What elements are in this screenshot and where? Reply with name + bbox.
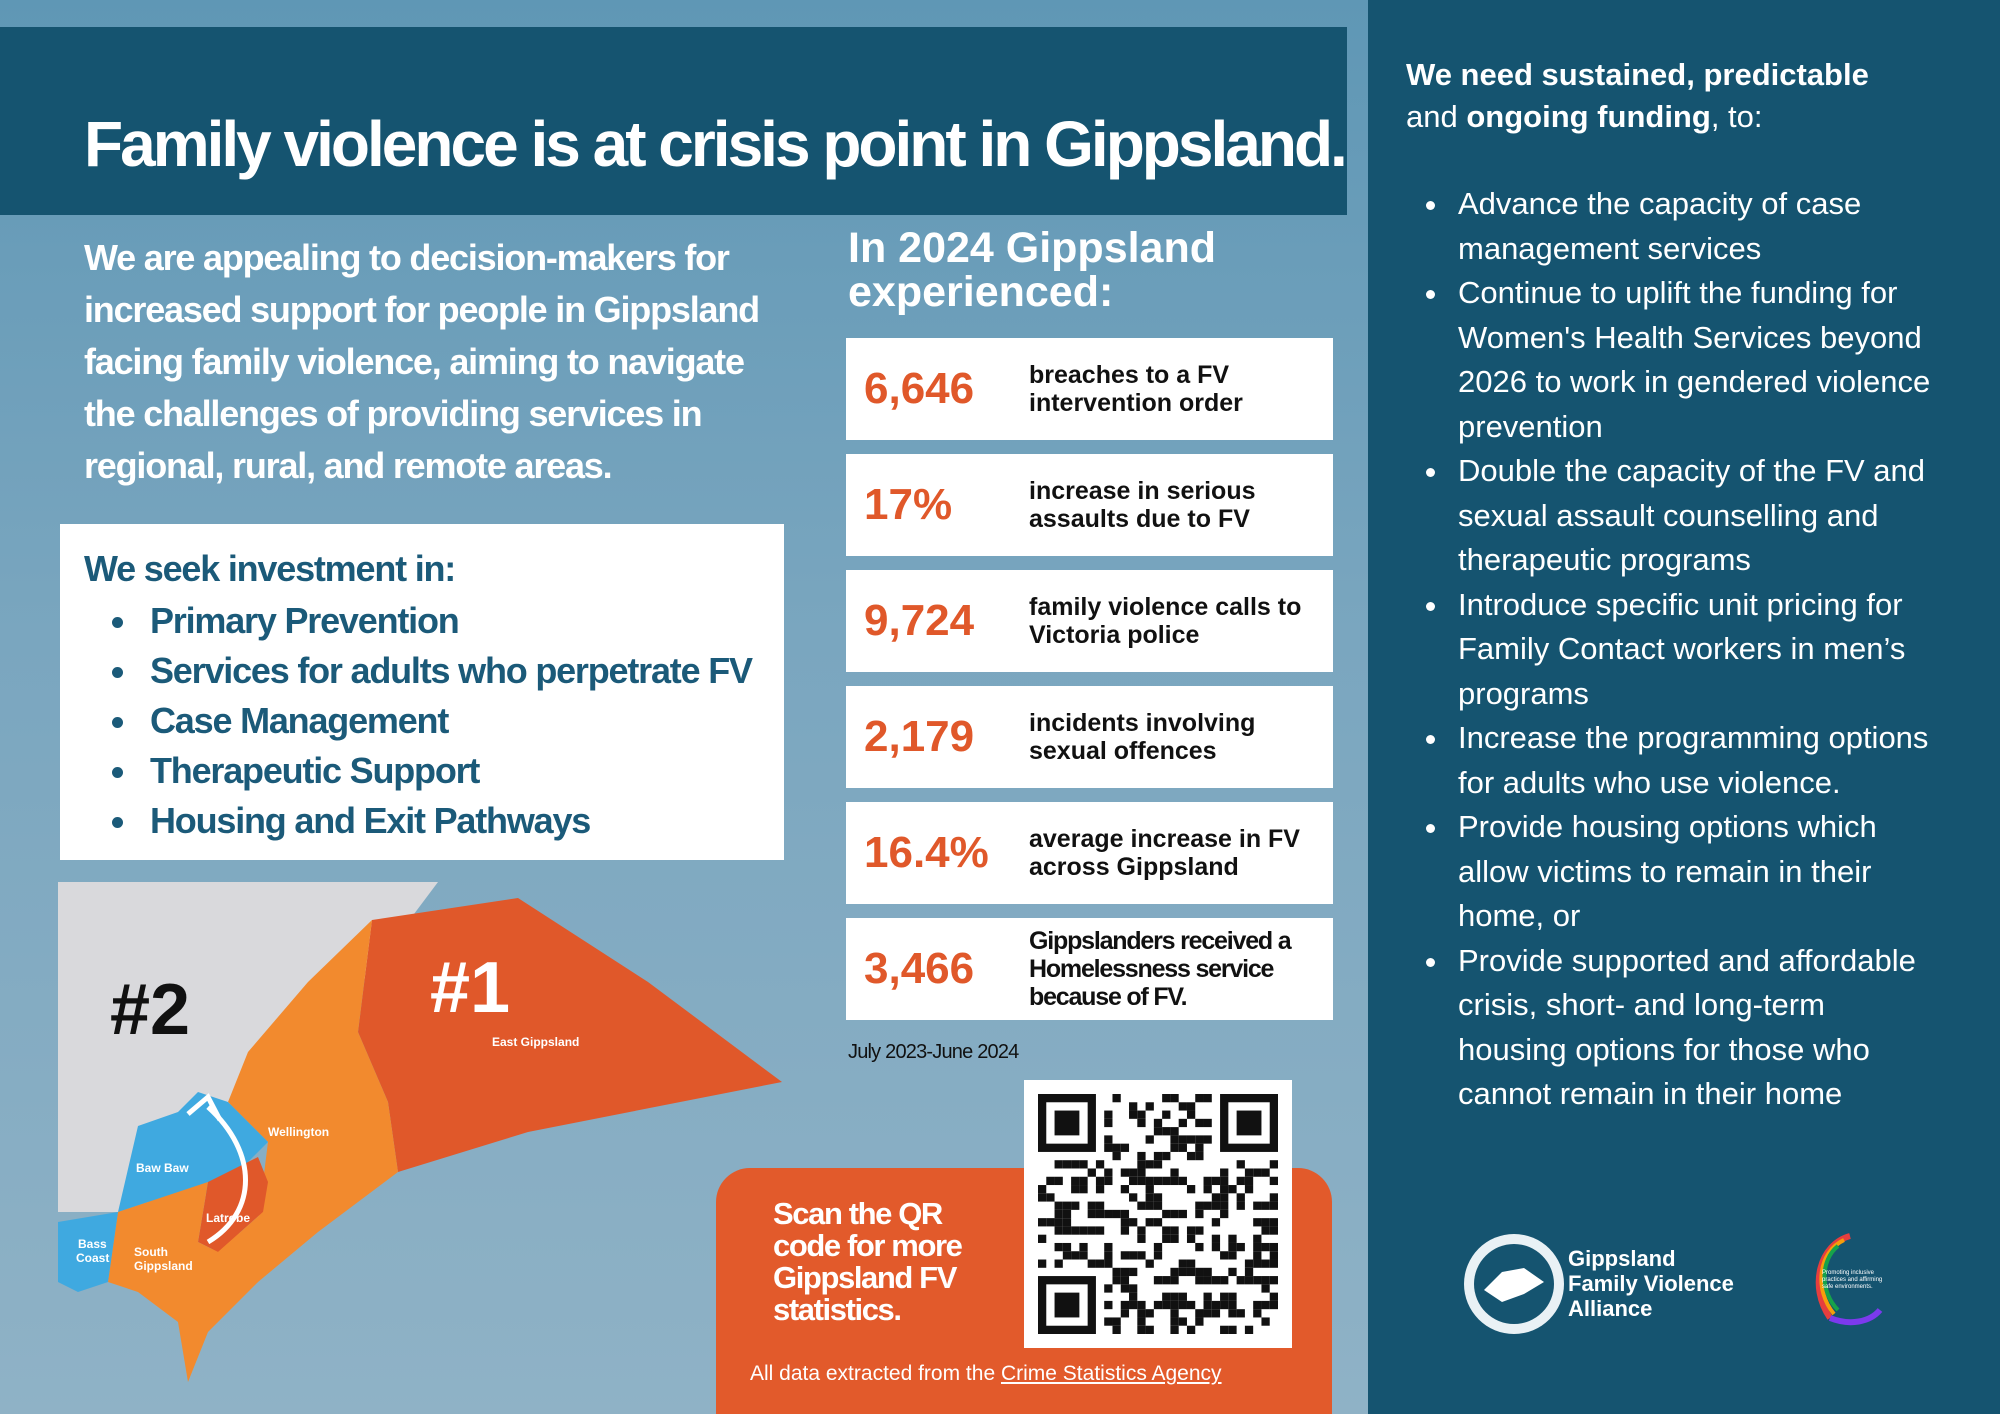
investment-heading: We seek investment in: <box>84 548 456 589</box>
inclusive-tagline: Promoting inclusive practices and affirming safe environments. <box>1822 1270 1883 1290</box>
alliance-name-line-1: Gippsland <box>1568 1246 1676 1271</box>
region-label-bass-coast-2: Coast <box>76 1251 110 1265</box>
stat-label: average increase in FV across Gippsland <box>1029 825 1300 881</box>
stat-value: 16.4% <box>864 828 989 877</box>
region-label-east-gippsland: East Gippsland <box>492 1035 580 1049</box>
investment-list <box>108 596 752 846</box>
stats-heading: In 2024 Gippsland experienced: <box>848 224 1216 316</box>
funding-intro <box>1406 54 1966 138</box>
funding-item: Provide housing options which allow victims to remain in their home, or <box>1420 805 1940 939</box>
alliance-name-line-2: Family Violence <box>1568 1271 1734 1296</box>
title-banner <box>0 27 1347 215</box>
rank-1-label: #1 <box>430 948 511 1028</box>
funding-item: Continue to uplift the funding for Women's Health Services beyond 2026 to work in gendered violence prevention <box>1420 271 1940 449</box>
qr-code[interactable] <box>1024 1080 1292 1348</box>
source-note <box>750 1362 1222 1386</box>
investment-item-perpetrator-services: Services for adults who perpetrate FV <box>108 646 752 696</box>
gippsland-map-logo-icon <box>1462 1232 1566 1336</box>
page-title: Family violence is at crisis point in Gippsland. <box>84 108 1345 180</box>
stat-card-assaults <box>846 454 1333 556</box>
qr-text: Scan the QR code for more Gippsland FV statistics. <box>773 1196 962 1327</box>
region-label-baw-baw: Baw Baw <box>136 1161 189 1175</box>
stat-label: increase in serious assaults due to FV <box>1029 477 1256 533</box>
funding-intro-bold-1: We need sustained, predictable <box>1406 57 1869 92</box>
stat-label: breaches to a FV intervention order <box>1029 361 1243 417</box>
stat-card-police-calls <box>846 570 1333 672</box>
region-label-south-gippsland-2: Gippsland <box>134 1259 193 1273</box>
stat-label: incidents involving sexual offences <box>1029 709 1256 765</box>
stat-card-homelessness <box>846 918 1333 1020</box>
alliance-name-line-3: Alliance <box>1568 1296 1653 1321</box>
qr-code-icon <box>1038 1094 1278 1334</box>
funding-intro-plain-2: , to: <box>1710 99 1763 134</box>
stat-card-breaches <box>846 338 1333 440</box>
stat-label: Gippslanders received a Homelessness service because of FV. <box>1029 927 1291 1011</box>
funding-item: Provide supported and affordable crisis, short- and long-term housing options for those who cannot remain in their home <box>1420 939 1940 1117</box>
stat-value: 6,646 <box>864 364 975 413</box>
source-prefix: All data extracted from the <box>750 1362 1001 1385</box>
gippsland-map <box>58 882 794 1382</box>
investment-item-primary-prevention: Primary Prevention <box>108 596 752 646</box>
alliance-name <box>1568 1246 1768 1321</box>
rank-2-label: #2 <box>110 970 191 1050</box>
funding-intro-bold-2: ongoing funding <box>1466 99 1711 134</box>
stats-period: July 2023-June 2024 <box>848 1041 1019 1063</box>
funding-item: Advance the capacity of case management services <box>1420 182 1940 271</box>
funding-list <box>1420 182 1940 1117</box>
source-link[interactable]: Crime Statistics Agency <box>1000 1362 1222 1385</box>
funding-item: Introduce specific unit pricing for Family Contact workers in men’s programs <box>1420 583 1940 717</box>
funding-item: Increase the programming options for adults who use violence. <box>1420 716 1940 805</box>
investment-item-housing: Housing and Exit Pathways <box>108 796 752 846</box>
funding-item: Double the capacity of the FV and sexual assault counselling and therapeutic programs <box>1420 449 1940 583</box>
stat-card-sexual-offences <box>846 686 1333 788</box>
investment-item-therapeutic-support: Therapeutic Support <box>108 746 752 796</box>
stat-label: family violence calls to Victoria police <box>1029 593 1302 649</box>
region-label-wellington: Wellington <box>268 1125 330 1139</box>
stat-value: 3,466 <box>864 944 975 993</box>
region-label-bass-coast-1: Bass <box>78 1237 107 1251</box>
stat-value: 2,179 <box>864 712 975 761</box>
investment-item-case-management: Case Management <box>108 696 752 746</box>
stat-value: 17% <box>864 480 953 529</box>
stat-value: 9,724 <box>864 596 975 645</box>
appeal-text: We are appealing to decision-makers for increased support for people in Gippsland facing family violence, aiming to navigate the challenges of providing services in regional, rural, and remote areas. <box>84 237 759 486</box>
investment-box <box>60 524 784 860</box>
region-label-latrobe: Latrobe <box>206 1211 251 1225</box>
stat-card-average-increase <box>846 802 1333 904</box>
region-label-south-gippsland-1: South <box>134 1245 168 1259</box>
funding-intro-plain-1: and <box>1406 99 1467 134</box>
